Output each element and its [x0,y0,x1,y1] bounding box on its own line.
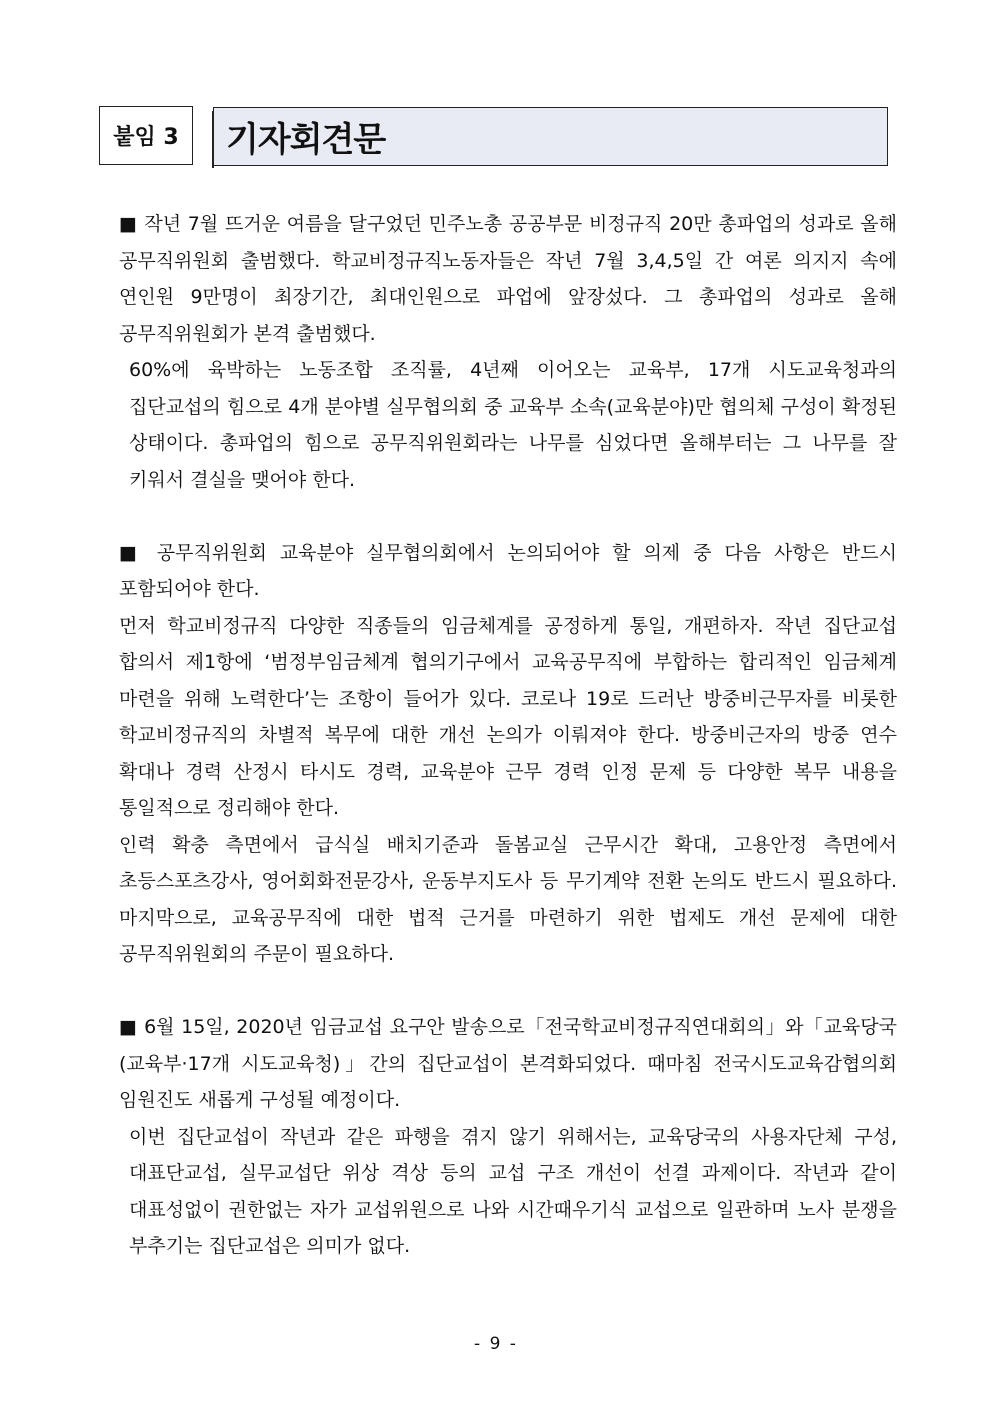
document-title-text: 기자회견문 [226,120,386,160]
paragraph: ■ 공무직위원회 교육분야 실무협의회에서 논의되어야 할 의제 중 다음 사항은 반드시 포함되어야 한다. [119,541,897,600]
paragraph: ■ 6월 15일, 2020년 임금교섭 요구안 발송으로「전국학교비정규직연대회의」와「교육당국 (교육부·17개 시도교육청)」간의 집단교섭이 본격화되었다. 때마침 전국시도교육감협의회 임원진도 새롭게 구성될 예정이다. [119,1016,897,1111]
paragraph-gap [119,498,897,535]
paragraph: 60%에 육박하는 노동조합 조직률, 4년째 이어오는 교육부, 17개 시도교육청과의 집단교섭의 힘으로 4개 분야별 실무협의회 중 교육부 소속(교육분야)만 협의체 구성이 확정된 상태이다. 총파업의 힘으로 공무직위원회라는 나무를 심었다면 올해부터는 그 나무를 잘 키워서 결실을 맺어야 한다. [129,359,897,491]
paragraph: ■ 작년 7월 뜨거운 여름을 달구었던 민주노총 공공부문 비정규직 20만 총파업의 성과로 올해 공무직위원회 출범했다. 학교비정규직노동자들은 작년 7월 3,4,5일 간 여론 의지지 속에 연인원 9만명이 최장기간, 최대인원으로 파업에 앞장섰다. 그 총파업의 성과로 올해 공무직위원회가 본격 출범했다. [119,213,897,345]
document-title [213,107,888,166]
paragraph: 먼저 학교비정규직 다양한 직종들의 임금체계를 공정하게 통일, 개편하자. 작년 집단교섭 합의서 제1항에 ‘범정부임금체계 협의기구에서 교육공무직에 부합하는 합리적인 임금체계 마련을 위해 노력한다’는 조항이 들어가 있다. 코로나 19로 드러난 방중비근무자를 비롯한 학교비정규직의 차별적 복무에 대한 개선 논의가 이뤄져야 한다. 방중비근자의 방중 연수 확대나 경력 산정시 타시도 경력, 교육분야 근무 경력 인정 문제 등 다양한 복무 내용을 통일적으로 정리해야 한다. [119,614,897,819]
attachment-label-text: 붙임 3 [113,125,179,150]
paragraph-gap [119,973,897,1010]
document-body [119,206,897,1265]
paragraph: 인력 확충 측면에서 급식실 배치기준과 돌봄교실 근무시간 확대, 고용안정 측면에서 초등스포츠강사, 영어회화전문강사, 운동부지도사 등 무기계약 전환 논의도 반드시 필요하다. 마지막으로, 교육공무직에 대한 법적 근거를 마련하기 위한 법제도 개선 문제에 대한 공무직위원회의 주문이 필요하다. [119,833,897,965]
page-number: - 9 - [474,1334,518,1354]
paragraph: 이번 집단교섭이 작년과 같은 파행을 겪지 않기 위해서는, 교육당국의 사용자단체 구성, 대표단교섭, 실무교섭단 위상 격상 등의 교섭 구조 개선이 선결 과제이다. 작년과 같이 대표성없이 권한없는 자가 교섭위원으로 나와 시간때우기식 교섭으로 일관하며 노사 분쟁을 부추기는 집단교섭은 의미가 없다. [129,1125,897,1257]
attachment-label [99,106,193,165]
